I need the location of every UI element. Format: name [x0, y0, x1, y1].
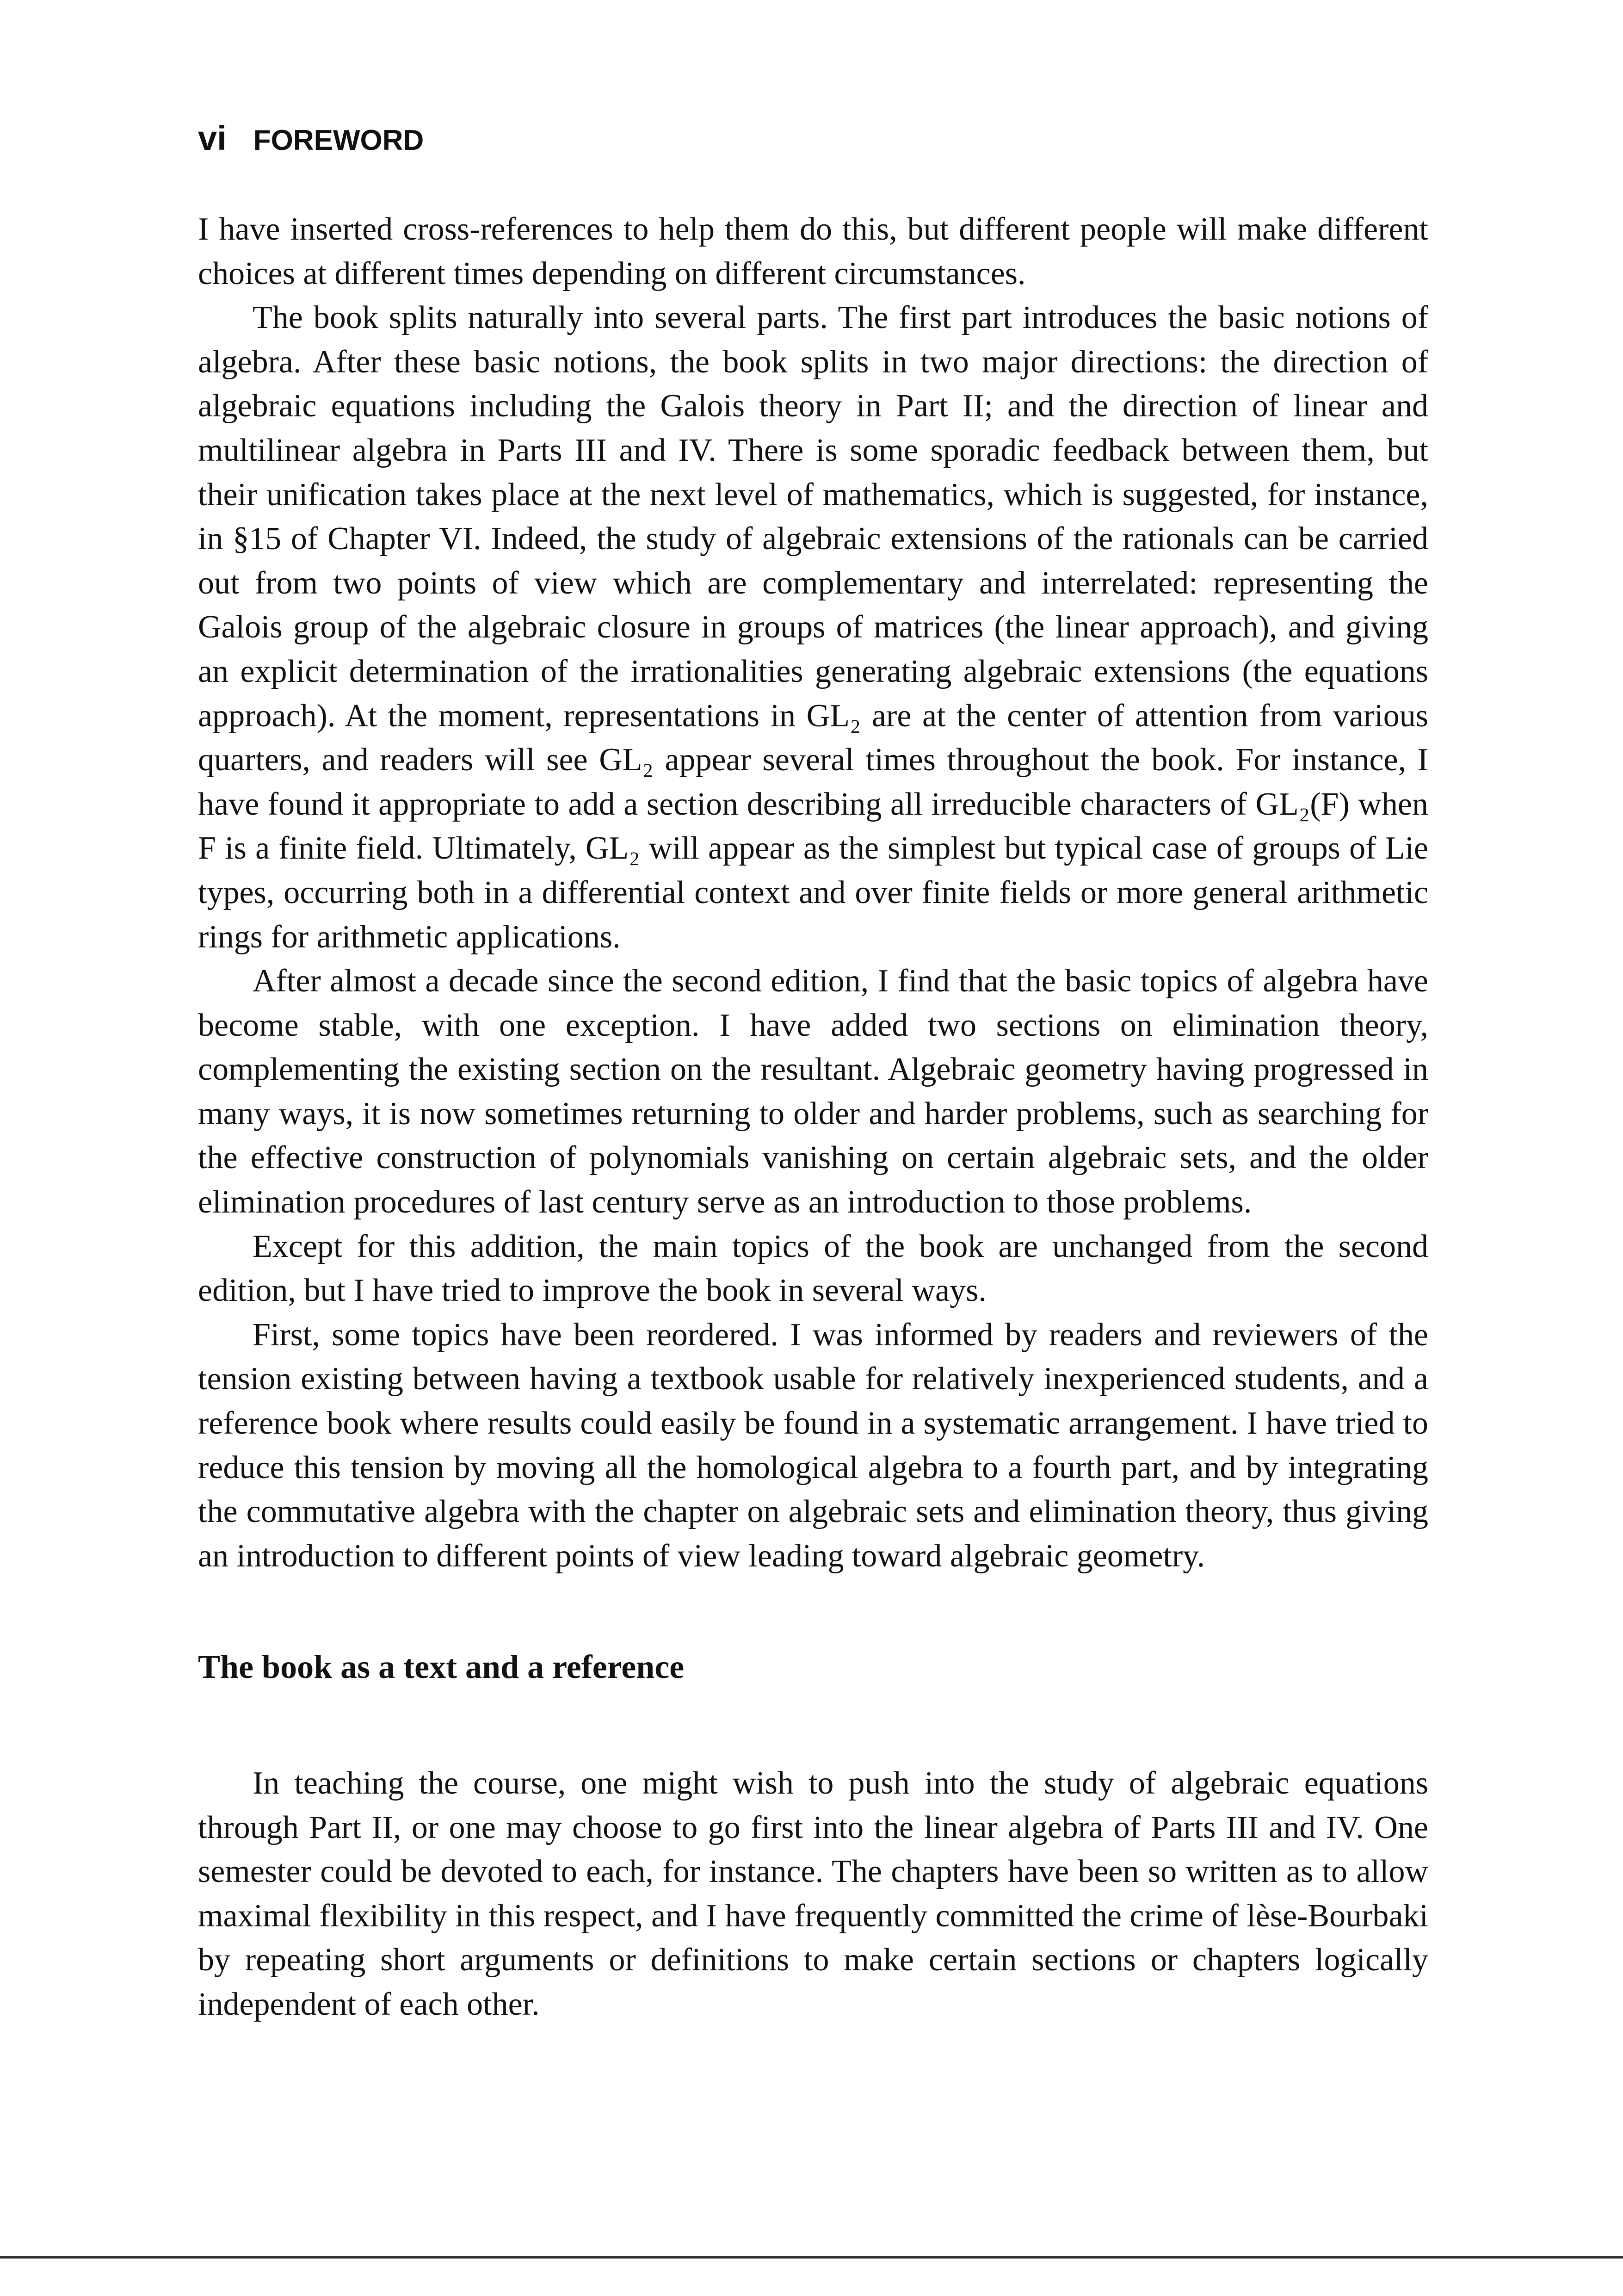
- section-heading: The book as a text and a reference: [198, 1648, 685, 1686]
- page-number: vi: [198, 119, 227, 157]
- paragraph-book-parts: The book splits naturally into several parts. The first part introduces the basic notions of algebra. After these basic notions, the book splits in two major directions: the direction of algebraic equations including the Galois theory in Part II; and the direction of linear and multilinear algebra in Parts III and IV. There is some sporadic feedback between them, but their unification takes place at the next level of mathematics, which is suggested, for instance, in §15 of Chapter VI. Indeed, the study of algebraic extensions of the rationals can be carried out from two points of view which are complementary and interrelated: representing the Galois group of the algebraic closure in groups of matrices (the linear approach), and giving an explicit determination of the irrationalities generating algebraic extensions (the equations approach). At the moment, representations in GL₂ are at the center of attention from various quarters, and readers will see GL₂ appear several times throughout the book. For instance, I have found it appropriate to add a section describing all irreducible characters of GL₂(F) when F is a finite field. Ultimately, GL₂ will appear as the simplest but typical case of groups of Lie types, occurring both in a differential context and over finite fields or more general arithmetic rings for arithmetic applications.: [198, 300, 1428, 955]
- running-head-title: FOREWORD: [253, 124, 424, 156]
- paragraph-teaching: In teaching the course, one might wish to push into the study of algebraic equations through Part II, or one may choose to go first into the linear algebra of Parts III and IV. One semester could be devoted to each, for instance. The chapters have been so written as to allow maximal flexibility in this respect, and I have frequently committed the crime of lèse-Bourbaki by repeating short arguments or definitions to make certain sections or chapters logically independent of each other.: [198, 1765, 1428, 2022]
- paragraph-reordering: First, some topics have been reordered. I was informed by readers and reviewers of the tension existing between having a textbook usable for relatively inexperienced students, and a reference book where results could easily be found in a systematic arrangement. I have tried to reduce this tension by moving all the homological algebra to a fourth part, and by integrating the commutative algebra with the chapter on algebraic sets and elimination theory, thus giving an introduction to different points of view leading toward algebraic geometry.: [198, 1317, 1428, 1574]
- paragraph-elimination-theory: After almost a decade since the second edition, I find that the basic topics of algebra have become stable, with one exception. I have added two sections on elimination theory, complementing the existing section on the resultant. Algebraic geometry having progressed in many ways, it is now sometimes returning to older and harder problems, such as searching for the effective construction of polynomials vanishing on certain algebraic sets, and the older elimination procedures of last century serve as an introduction to those problems.: [198, 963, 1428, 1220]
- running-head: [198, 121, 424, 155]
- body-text: [198, 207, 1428, 2027]
- paragraph-main-topics: Except for this addition, the main topics of the book are unchanged from the second edition, but I have tried to improve the book in several ways.: [198, 1228, 1428, 1309]
- bottom-rule: [0, 2256, 1623, 2259]
- paragraph-continuation: I have inserted cross-references to help them do this, but different people will make different choices at different times depending on different circumstances.: [198, 211, 1428, 291]
